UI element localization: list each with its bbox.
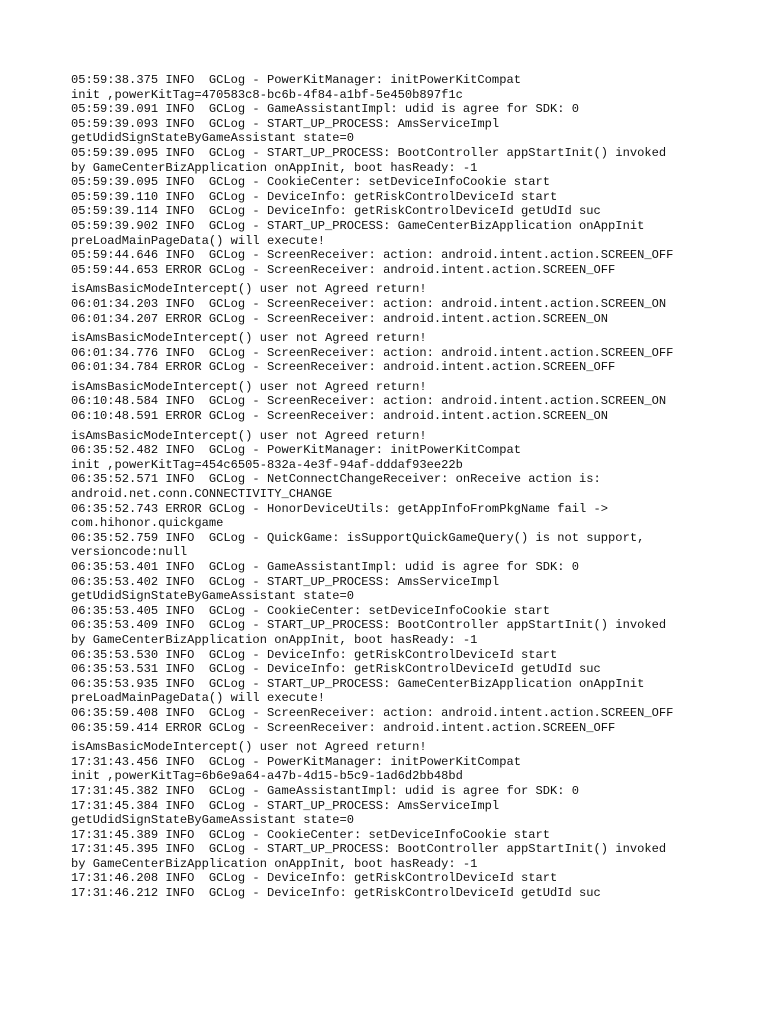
log-line: 17:31:46.208 INFO GCLog - DeviceInfo: getRiskControlDeviceId start: [71, 871, 558, 886]
log-line: preLoadMainPageData() will execute!: [71, 233, 326, 248]
log-line: 06:35:53.530 INFO GCLog - DeviceInfo: getRiskControlDeviceId start: [71, 647, 558, 662]
log-line: init ,powerKitTag=470583c8-bc6b-4f84-a1bf-5e450b897f1c: [71, 87, 463, 102]
log-line: isAmsBasicModeIntercept() user not Agreed return!: [71, 740, 427, 755]
log-line: isAmsBasicModeIntercept() user not Agreed return!: [71, 282, 427, 297]
log-line: 05:59:39.902 INFO GCLog - START_UP_PROCESS: GameCenterBizApplication onAppInit: [71, 218, 645, 233]
log-line: 06:35:52.571 INFO GCLog - NetConnectChangeReceiver: onReceive action is:: [71, 472, 601, 487]
log-line: 05:59:39.114 INFO GCLog - DeviceInfo: getRiskControlDeviceId getUdId suc: [71, 204, 601, 219]
log-line: 06:35:53.405 INFO GCLog - CookieCenter: setDeviceInfoCookie start: [71, 603, 550, 618]
log-line: android.net.conn.CONNECTIVITY_CHANGE: [71, 487, 333, 502]
log-line: 05:59:39.093 INFO GCLog - START_UP_PROCESS: AmsServiceImpl: [71, 116, 500, 131]
log-line: isAmsBasicModeIntercept() user not Agreed return!: [71, 331, 427, 346]
log-line: by GameCenterBizApplication onAppInit, boot hasReady: -1: [71, 856, 478, 871]
log-line: init ,powerKitTag=454c6505-832a-4e3f-94af-dddaf93ee22b: [71, 457, 463, 472]
log-line: 17:31:45.389 INFO GCLog - CookieCenter: setDeviceInfoCookie start: [71, 827, 550, 842]
log-line: by GameCenterBizApplication onAppInit, boot hasReady: -1: [71, 160, 478, 175]
log-line: getUdidSignStateByGameAssistant state=0: [71, 813, 355, 828]
log-line: 05:59:44.653 ERROR GCLog - ScreenReceiver: android.intent.action.SCREEN_OFF: [71, 262, 616, 277]
log-line: 06:35:53.935 INFO GCLog - START_UP_PROCESS: GameCenterBizApplication onAppInit: [71, 676, 645, 691]
log-line: 05:59:39.110 INFO GCLog - DeviceInfo: getRiskControlDeviceId start: [71, 189, 558, 204]
log-line: 17:31:43.456 INFO GCLog - PowerKitManager: initPowerKitCompat: [71, 754, 521, 769]
log-line: 06:35:52.759 INFO GCLog - QuickGame: isSupportQuickGameQuery() is not support,: [71, 530, 645, 545]
log-line: 06:10:48.591 ERROR GCLog - ScreenReceiver: android.intent.action.SCREEN_ON: [71, 409, 609, 424]
log-line: 05:59:39.095 INFO GCLog - START_UP_PROCESS: BootController appStartInit() invoked: [71, 145, 667, 160]
log-line: 17:31:46.212 INFO GCLog - DeviceInfo: getRiskControlDeviceId getUdId suc: [71, 886, 601, 901]
log-line: 06:10:48.584 INFO GCLog - ScreenReceiver: action: android.intent.action.SCREEN_ON: [71, 394, 667, 409]
log-line: isAmsBasicModeIntercept() user not Agreed return!: [71, 428, 427, 443]
log-line: 06:01:34.203 INFO GCLog - ScreenReceiver: action: android.intent.action.SCREEN_ON: [71, 296, 667, 311]
log-line: 06:35:53.531 INFO GCLog - DeviceInfo: getRiskControlDeviceId getUdId suc: [71, 662, 601, 677]
log-line: 05:59:39.095 INFO GCLog - CookieCenter: setDeviceInfoCookie start: [71, 175, 550, 190]
log-line: 17:31:45.384 INFO GCLog - START_UP_PROCESS: AmsServiceImpl: [71, 798, 500, 813]
log-line: 06:35:53.402 INFO GCLog - START_UP_PROCESS: AmsServiceImpl: [71, 574, 500, 589]
log-line: 17:31:45.395 INFO GCLog - START_UP_PROCESS: BootController appStartInit() invoked: [71, 842, 667, 857]
log-line: getUdidSignStateByGameAssistant state=0: [71, 589, 355, 604]
log-line: 06:35:53.401 INFO GCLog - GameAssistantImpl: udid is agree for SDK: 0: [71, 560, 580, 574]
log-line: 05:59:39.091 INFO GCLog - GameAssistantImpl: udid is agree for SDK: 0: [71, 102, 580, 117]
log-line: 05:59:44.646 INFO GCLog - ScreenReceiver: action: android.intent.action.SCREEN_OFF: [71, 248, 674, 263]
log-line: 06:35:59.408 INFO GCLog - ScreenReceiver: action: android.intent.action.SCREEN_OFF: [71, 705, 674, 720]
log-line: 06:01:34.784 ERROR GCLog - ScreenReceiver: android.intent.action.SCREEN_OFF: [71, 360, 616, 375]
log-line: by GameCenterBizApplication onAppInit, boot hasReady: -1: [71, 632, 478, 647]
log-line: versioncode:null: [71, 545, 188, 560]
log-line: 06:35:53.409 INFO GCLog - START_UP_PROCESS: BootController appStartInit() invoked: [71, 618, 667, 633]
log-line: preLoadMainPageData() will execute!: [71, 691, 326, 706]
log-document: [71, 73, 761, 901]
log-line: init ,powerKitTag=6b6e9a64-a47b-4d15-b5c9-1ad6d2bb48bd: [71, 769, 463, 784]
log-line: 06:35:52.743 ERROR GCLog - HonorDeviceUtils: getAppInfoFromPkgName fail ->: [71, 501, 609, 516]
log-line: isAmsBasicModeIntercept() user not Agreed return!: [71, 379, 427, 394]
log-line: getUdidSignStateByGameAssistant state=0: [71, 131, 355, 146]
log-line: 05:59:38.375 INFO GCLog - PowerKitManager: initPowerKitCompat: [71, 73, 521, 87]
log-line: 06:35:52.482 INFO GCLog - PowerKitManager: initPowerKitCompat: [71, 443, 521, 458]
log-line: 06:35:59.414 ERROR GCLog - ScreenReceiver: android.intent.action.SCREEN_OFF: [71, 720, 616, 735]
log-line: 06:01:34.776 INFO GCLog - ScreenReceiver: action: android.intent.action.SCREEN_OFF: [71, 345, 674, 360]
log-line: com.hihonor.quickgame: [71, 516, 224, 531]
log-line: 17:31:45.382 INFO GCLog - GameAssistantImpl: udid is agree for SDK: 0: [71, 783, 580, 798]
log-line: 06:01:34.207 ERROR GCLog - ScreenReceiver: android.intent.action.SCREEN_ON: [71, 311, 609, 326]
